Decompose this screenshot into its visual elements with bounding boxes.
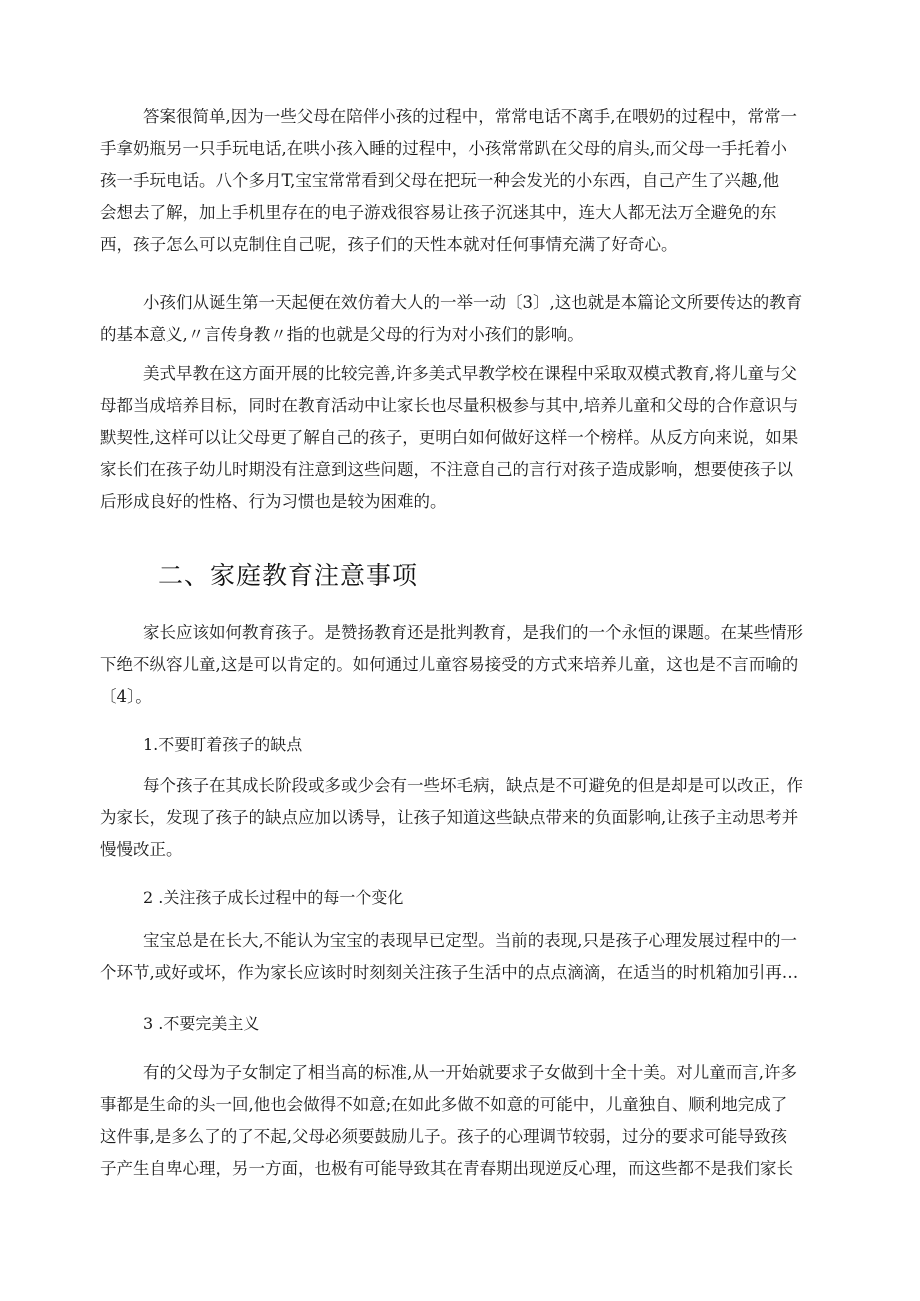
paragraph-line: 默契性,这样可以让父母更了解自己的孩子，更明白如何做好这样一个榜样。从反方向来说，如果 (100, 428, 799, 447)
paragraph-line: 西，孩子怎么可以克制住自己呢，孩子们的天性本就对任何事情充满了好奇心。 (100, 235, 678, 254)
paragraph-3 (100, 358, 823, 518)
paragraph-6 (100, 925, 823, 989)
paragraph-5 (100, 770, 823, 866)
subheading-3: 3 .不要完美主义 (143, 1014, 260, 1033)
paragraph-line: 答案很简单,因为一些父母在陪伴小孩的过程中，常常电话不离手,在喂奶的过程中，常常一 (143, 107, 797, 126)
paragraph-line: 美式早教在这方面开展的比较完善,许多美式早教学校在课程中采取双模式教育,将儿童与父 (143, 364, 797, 383)
paragraph-line: 后形成良好的性格、行为习惯也是较为困难的。 (100, 492, 447, 511)
paragraph-line: 宝宝总是在长大,不能认为宝宝的表现早已定型。当前的表现,只是孩子心理发展过程中的一 (143, 931, 797, 950)
subheading-2: 2 .关注孩子成长过程中的每一个变化 (143, 888, 404, 907)
section-heading: 二、家庭教育注意事项 (158, 561, 419, 590)
paragraph-2 (100, 287, 823, 351)
subheading-1: 1.不要盯着孩子的缺点 (143, 735, 303, 754)
paragraph-line: 有的父母为子女制定了相当高的标准,从一开始就要求子女做到十全十美。对儿童而言,许多 (143, 1063, 797, 1082)
paragraph-line: 子产生自卑心理，另一方面，也极有可能导致其在青春期出现逆反心理，而这些都不是我们家长 (100, 1159, 793, 1178)
paragraph-line: 母都当成培养目标，同时在教育活动中让家长也尽量积极参与其中,培养儿童和父母的合作意识与 (100, 396, 799, 415)
paragraph-line: 为家长，发现了孩子的缺点应加以诱导，让孩子知道这些缺点带来的负面影响,让孩子主动思考并 (100, 808, 799, 827)
paragraph-line: 每个孩子在其成长阶段或多或少会有一些坏毛病，缺点是不可避免的但是却是可以改正，作 (143, 776, 803, 795)
paragraph-line: 个环节,或好或坏，作为家长应该时时刻刻关注孩子生活中的点点滴滴，在适当的时机箱加引再… (100, 963, 799, 982)
paragraph-line: 慢慢改正。 (100, 840, 183, 859)
paragraph-1 (100, 101, 823, 261)
paragraph-line: 孩一手玩电话。八个多月T,宝宝常常看到父母在把玩一种会发光的小东西，自己产生了兴趣,他 (100, 171, 780, 190)
paragraph-7 (100, 1057, 823, 1185)
paragraph-line: 事都是生命的头一回,他也会做得不如意;在如此多做不如意的可能中，儿童独自、顺利地完成了 (100, 1095, 788, 1114)
paragraph-line: 小孩们从诞生第一天起便在效仿着大人的一举一动〔3〕,这也就是本篇论文所要传达的教育 (143, 293, 803, 312)
paragraph-line: 家长们在孩子幼儿时期没有注意到这些问题，不注意自己的言行对孩子造成影响，想要使孩子以 (100, 460, 793, 479)
paragraph-line: 这件事,是多么了的了不起,父母必须要鼓励儿子。孩子的心理调节较弱，过分的要求可能导致孩 (100, 1127, 787, 1146)
paragraph-line: 下绝不纵容儿童,这是可以肯定的。如何通过儿童容易接受的方式来培养儿童，这也是不言而喻的 (100, 655, 799, 674)
paragraph-line: 〔4〕。 (100, 687, 152, 706)
paragraph-4 (100, 617, 823, 713)
paragraph-line: 的基本意义,〃言传身教〃指的也就是父母的行为对小孩们的影响。 (100, 325, 584, 344)
paragraph-line: 会想去了解，加上手机里存在的电子游戏很容易让孩子沉迷其中，连大人都无法万全避免的东 (100, 203, 777, 222)
paragraph-line: 家长应该如何教育孩子。是赞扬教育还是批判教育，是我们的一个永恒的课题。在某些情形 (143, 623, 803, 642)
paragraph-line: 手拿奶瓶另一只手玩电话,在哄小孩入睡的过程中，小孩常常趴在父母的肩头,而父母一手托着小 (100, 139, 787, 158)
